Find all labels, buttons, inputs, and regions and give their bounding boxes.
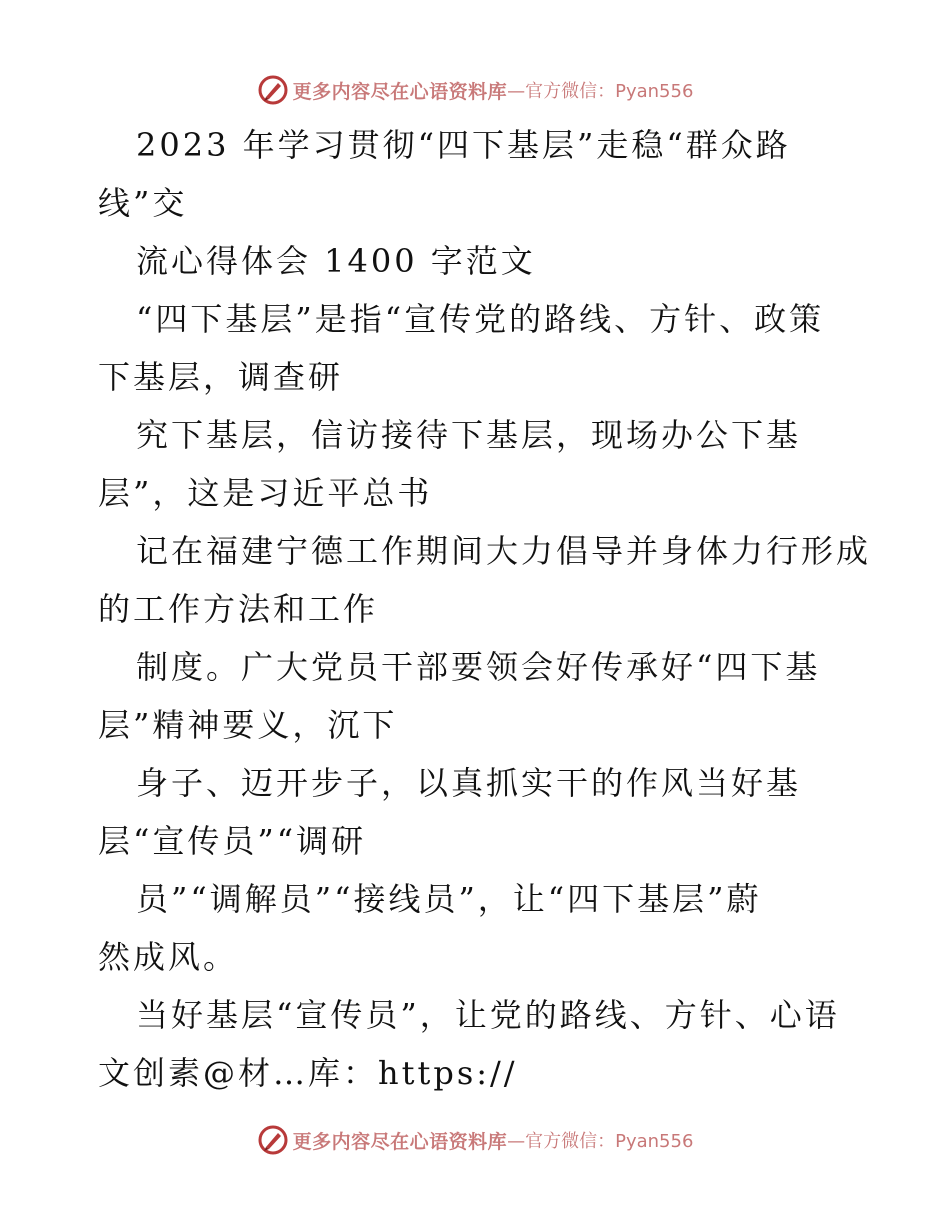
header-banner	[0, 70, 950, 110]
text-line: 流心得体会 1400 字范文	[136, 242, 536, 280]
pen-logo-icon	[257, 74, 289, 106]
text-line: 员”“调解员”“接线员”，让“四下基层”蔚	[136, 880, 762, 918]
text-line: 层”，这是习近平总书	[98, 474, 433, 512]
pen-logo-icon	[257, 1124, 289, 1156]
text-line: 的工作方法和工作	[98, 590, 379, 628]
text-line: 究下基层，信访接待下基层，现场办公下基	[136, 416, 802, 454]
banner-text: 更多内容尽在心语资料库	[292, 1130, 508, 1153]
text-line: 文创素@材…库：https://	[98, 1054, 518, 1092]
footer-banner	[0, 1120, 950, 1160]
text-line: 下基层，调查研	[98, 358, 344, 396]
banner-text: 更多内容尽在心语资料库	[292, 80, 508, 103]
text-line: 线”交	[98, 184, 188, 222]
text-line: 制度。广大党员干部要领会好传承好“四下基	[136, 648, 821, 686]
text-line: 当好基层“宣传员”，让党的路线、方针、心语	[136, 996, 840, 1034]
text-line: “四下基层”是指“宣传党的路线、方针、政策	[136, 300, 825, 338]
text-line: 层”精神要义，沉下	[98, 706, 398, 744]
banner-contact: —官方微信：Pyan556	[507, 81, 694, 102]
document-body	[98, 116, 872, 1102]
text-line: 身子、迈开步子，以真抓实干的作风当好基	[136, 764, 802, 802]
text-line: 2023 年学习贯彻“四下基层”走稳“群众路	[136, 126, 791, 164]
banner-contact: —官方微信：Pyan556	[507, 1131, 694, 1152]
text-line: 记在福建宁德工作期间大力倡导并身体力行形成	[136, 532, 872, 570]
text-line: 然成风。	[98, 938, 239, 976]
text-line: 层“宣传员”“调研	[98, 822, 367, 860]
